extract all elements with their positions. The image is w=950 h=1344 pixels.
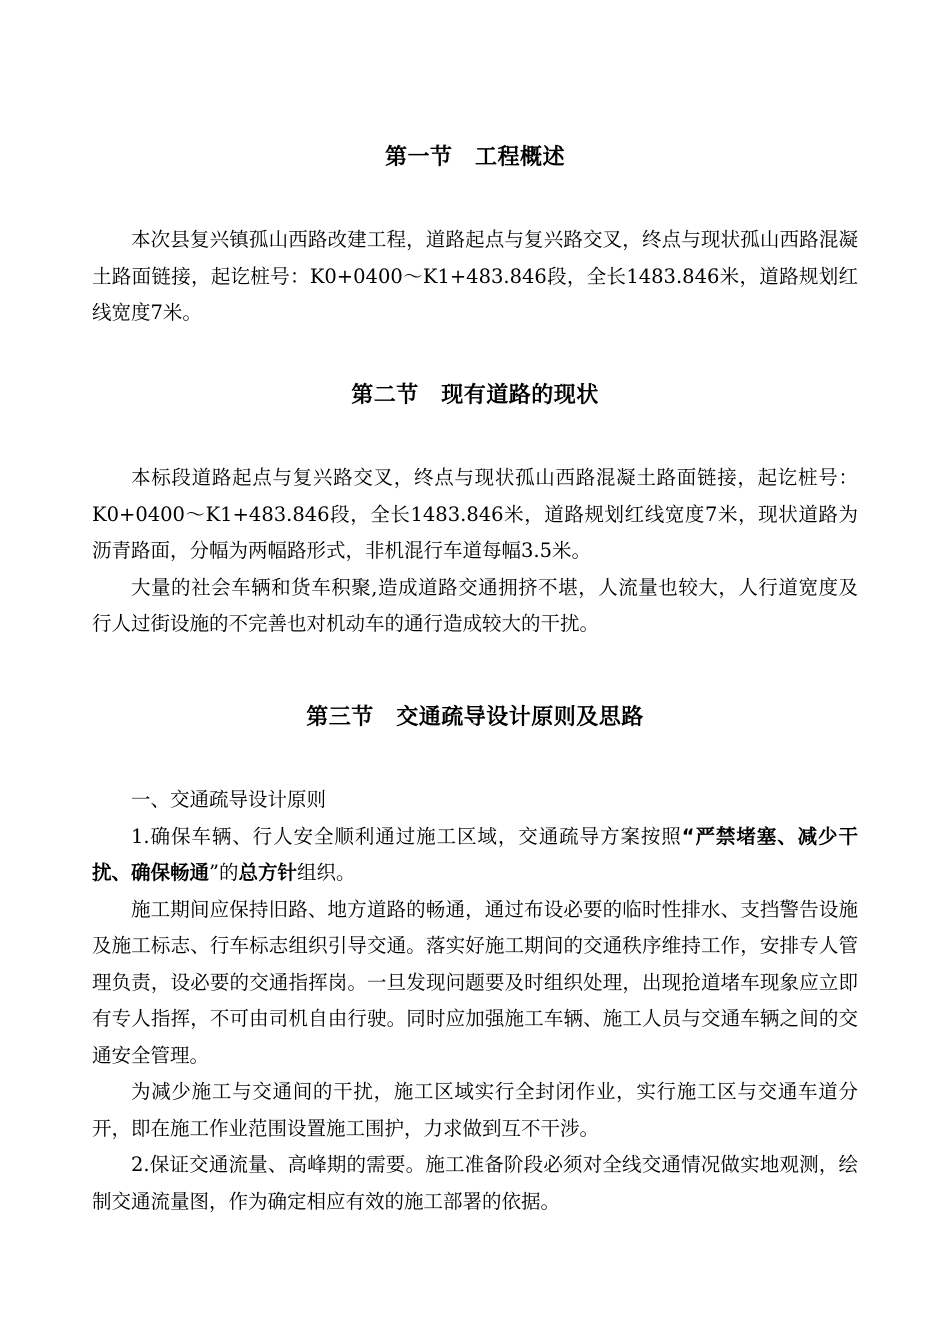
- section-2-paragraph-1: 本标段道路起点与复兴路交叉，终点与现状孤山西路混凝土路面链接，起讫桩号：K0+0400～K1+483.846段，全长1483.846米，道路规划红线宽度7米，现状道路为沥青路面，分幅为两幅路形式，非机混行车道每幅3.5米。: [92, 466, 858, 562]
- section-3-heading: 第三节 交通疏导设计原则及思路: [306, 705, 644, 730]
- section-1-heading: 第一节 工程概述: [384, 145, 565, 170]
- section-3-subheading: 一、交通疏导设计原则: [131, 788, 327, 811]
- item-1-tail: 组织。: [297, 861, 356, 884]
- section-2-body: [92, 460, 858, 643]
- section-3-paragraph-2: 为减少施工与交通间的干扰，施工区域实行全封闭作业，实行施工区与交通车道分开，即在施工作业范围设置施工围护，力求做到互不干涉。: [92, 1080, 858, 1140]
- item-1-bold-term: 总方针: [238, 861, 298, 884]
- section-2-heading: 第二节 现有道路的现状: [351, 383, 599, 408]
- section-1-body: [92, 222, 858, 332]
- section-3-paragraph-1: 施工期间应保持旧路、地方道路的畅通，通过布设必要的临时性排水、支挡警告设施及施工标志、行车标志组织引导交通。落实好施工期间的交通秩序维持工作，安排专人管理负责，设必要的交通指挥岗。一旦发现问题要及时组织处理，出现抢道堵车现象应立即有专人指挥，不可由司机自由行驶。同时应加强施工车辆、施工人员与交通车辆之间的交通安全管理。: [92, 897, 858, 1067]
- item-1-lead: 1.确保车辆、行人安全顺利通过施工区域，交通疏导方案按照: [131, 824, 682, 848]
- item-1-quote-open: “: [681, 824, 695, 848]
- section-3-paragraph-3: 2.保证交通流量、高峰期的需要。施工准备阶段必须对全线交通情况做实地观测，绘制交通流量图，作为确定相应有效的施工部署的依据。: [92, 1153, 858, 1213]
- item-1-quote-close: ”: [209, 861, 219, 884]
- section-2-paragraph-2: 大量的社会车辆和货车积聚,造成道路交通拥挤不堪，人流量也较大，人行道宽度及行人过街设施的不完善也对机动车的通行造成较大的干扰。: [92, 575, 858, 635]
- item-1-bold-quote: 严禁堵塞、减少干扰、确保畅通: [92, 824, 858, 884]
- item-1-mid: 的: [219, 861, 239, 884]
- section-3-item-1: [92, 819, 858, 892]
- section-3-body: [92, 782, 858, 1220]
- section-1-paragraph-1: 本次县复兴镇孤山西路改建工程，道路起点与复兴路交叉，终点与现状孤山西路混凝土路面链接，起讫桩号：K0+0400～K1+483.846段，全长1483.846米，道路规划红线宽度7米。: [92, 228, 858, 324]
